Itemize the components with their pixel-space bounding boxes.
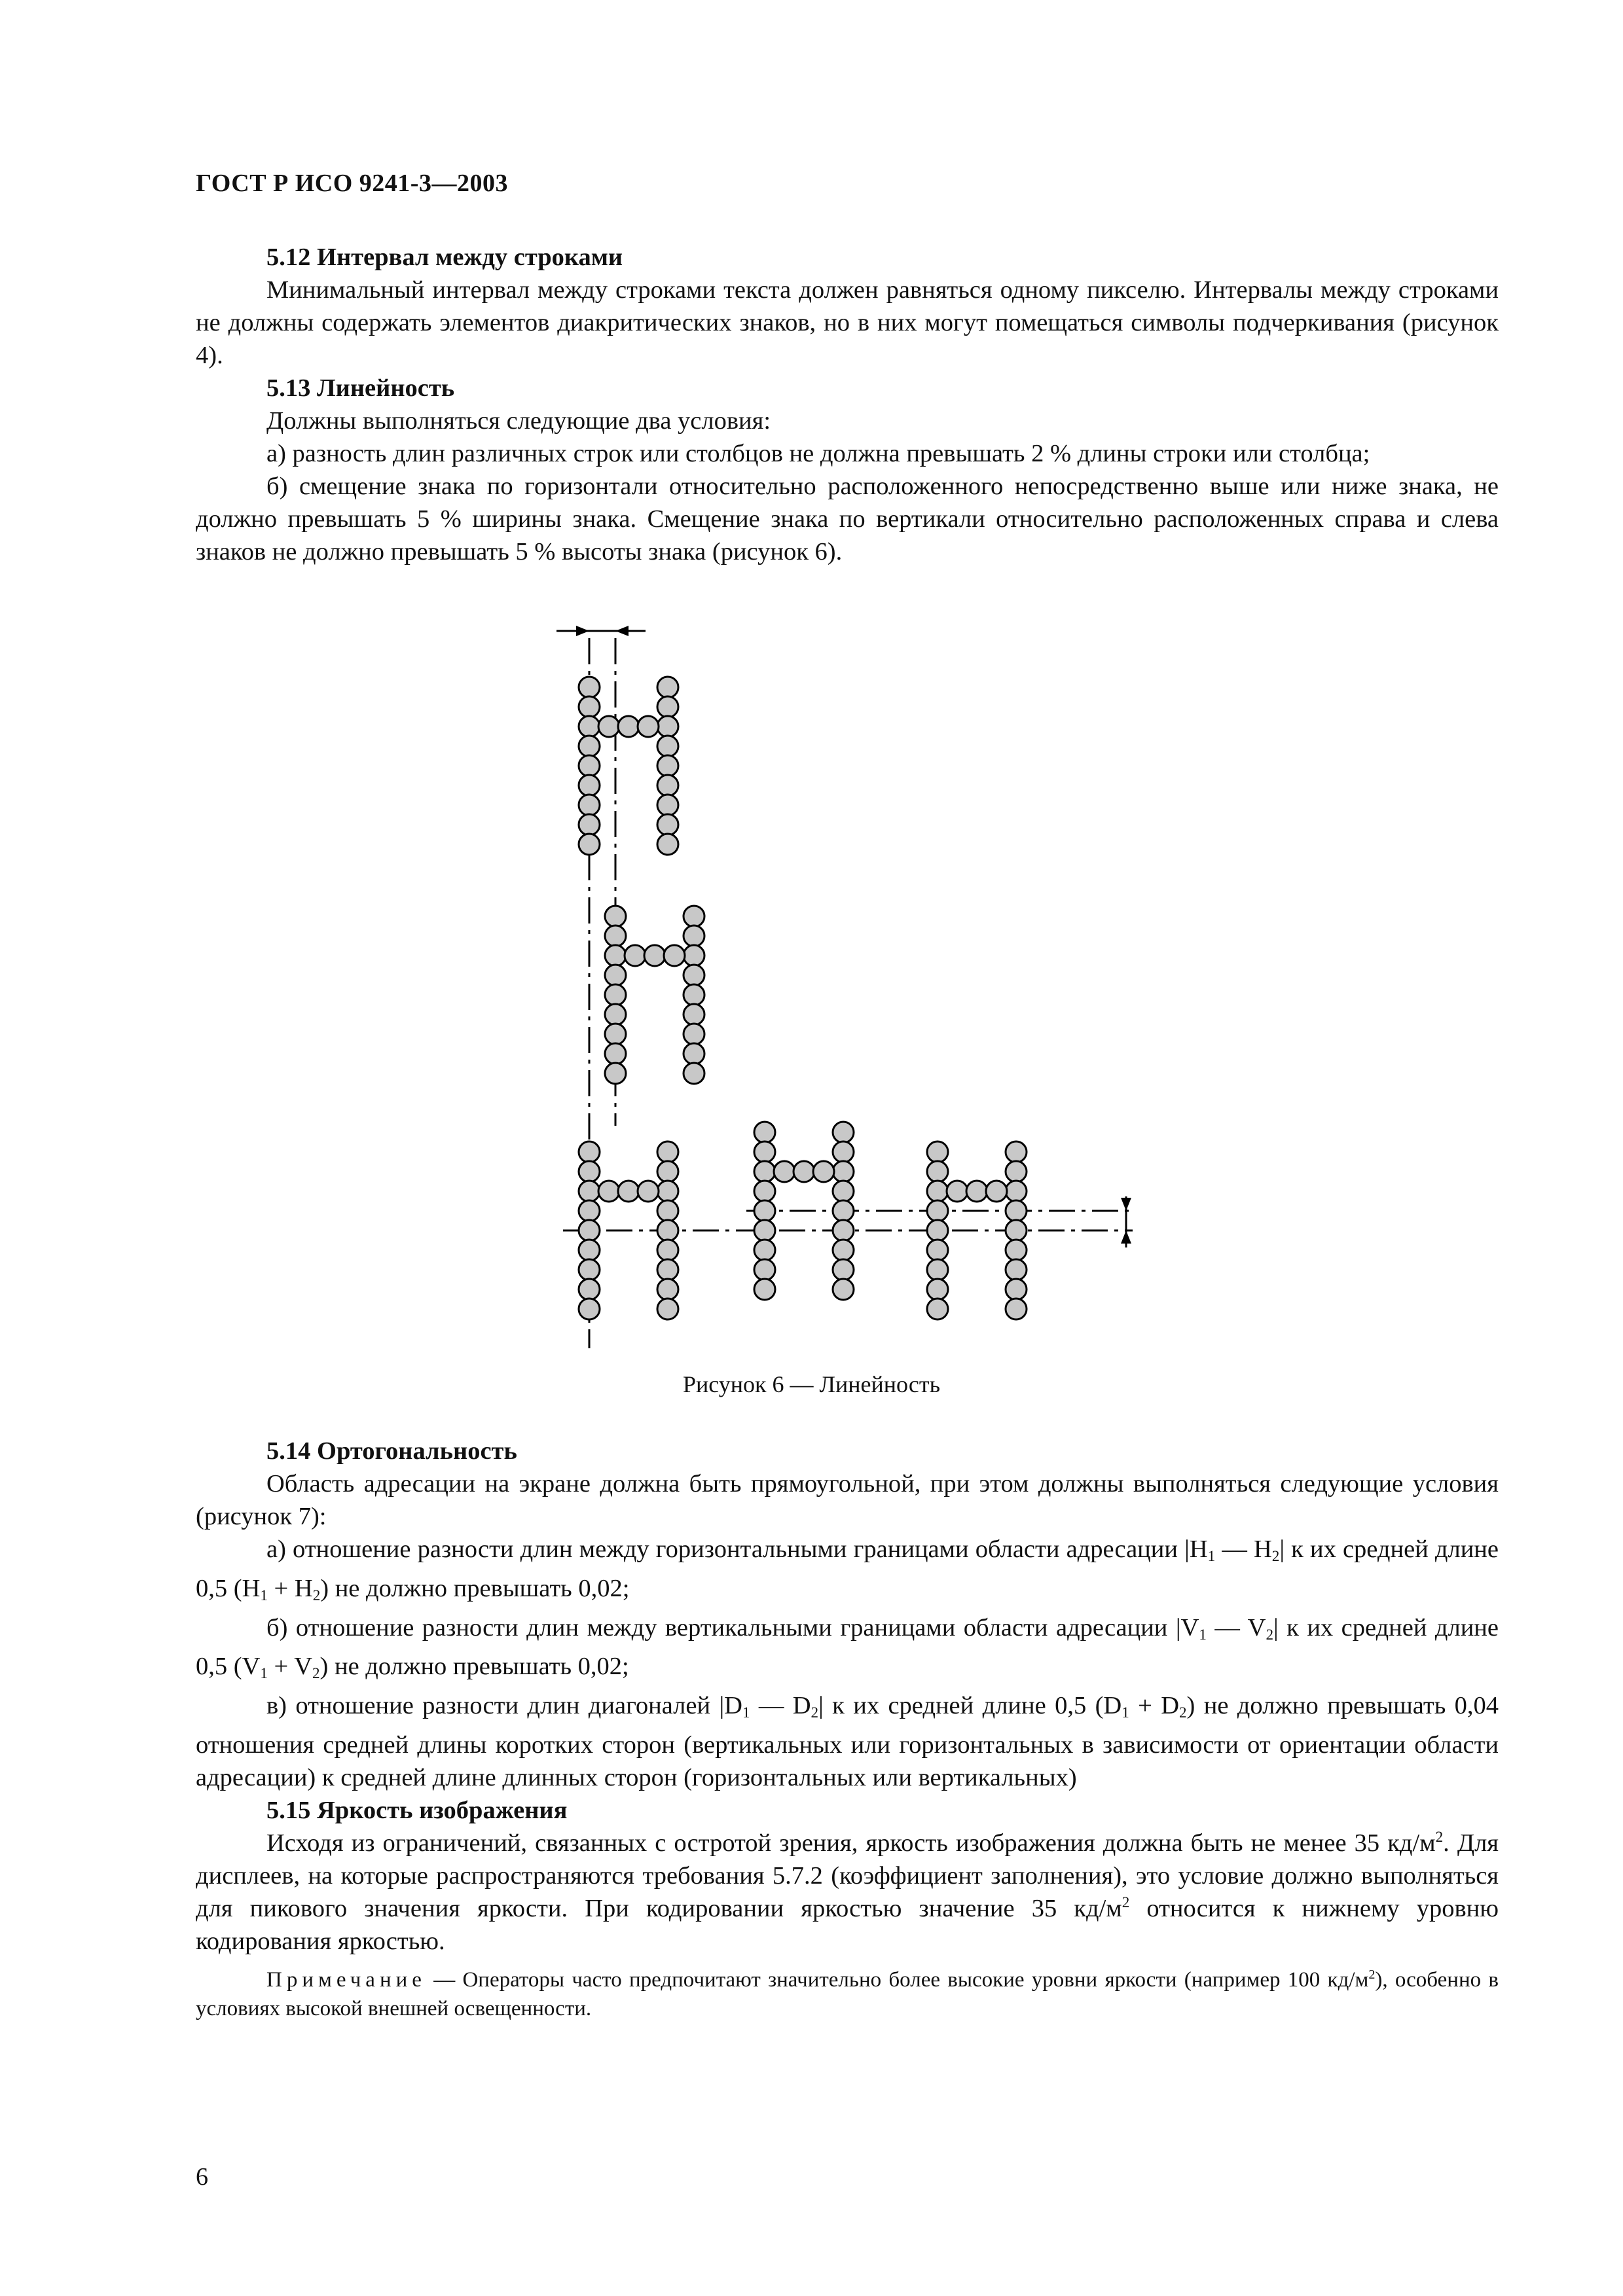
para-513-intro: Должны выполняться следующие два условия:: [266, 407, 771, 435]
pixel-dot: [579, 1220, 600, 1241]
pixel-dot: [754, 1240, 775, 1261]
pixel-dot: [657, 1141, 678, 1162]
pixel-dot: [927, 1259, 948, 1280]
pixel-dot: [579, 834, 600, 855]
pixel-dot: [605, 984, 626, 1005]
pixel-dot: [754, 1279, 775, 1300]
pixel-dot: [833, 1259, 854, 1280]
pixel-dot: [1006, 1259, 1027, 1280]
pixel-dot: [793, 1161, 814, 1182]
pixel-dot: [1006, 1181, 1027, 1202]
pixel-dot: [927, 1299, 948, 1319]
pixel-dot: [657, 814, 678, 835]
pixel-dot: [927, 1200, 948, 1221]
pixel-dot: [754, 1161, 775, 1182]
pixel-dot: [618, 1181, 639, 1202]
pixel-dot: [657, 795, 678, 816]
document-header: ГОСТ Р ИСО 9241-3—2003: [196, 170, 508, 197]
pixel-dot: [579, 1161, 600, 1182]
pixel-dot: [605, 1063, 626, 1084]
note: Примечание — Операторы часто предпочитают значительно более высокие уровни яркости (например 100 $кд/м^2$), особенно в условиях высокой внешней освещенности.: [196, 1967, 1499, 2020]
pixel-dot: [1006, 1220, 1027, 1241]
pixel-dot: [684, 945, 704, 966]
pixel-dot: [813, 1161, 834, 1182]
pixel-dot: [598, 716, 619, 737]
pixel-dot: [579, 775, 600, 796]
pixel-dot: [927, 1220, 948, 1241]
pixel-dot: [625, 945, 646, 966]
heading-512: 5.12 Интервал между строками: [266, 243, 623, 271]
heading-513: 5.13 Линейность: [266, 374, 455, 402]
pixel-dot: [833, 1181, 854, 1202]
heading-514: 5.14 Ортогональность: [266, 1437, 517, 1465]
pixel-dot: [657, 775, 678, 796]
figure-caption: Рисунок 6 — Линейность: [682, 1371, 941, 1397]
para-512: Минимальный интервал между строками текста должен равняться одному пикселю. Интервалы между строками не должны содержать элементов диакритических знаков, но в них могут помещаться символы подчеркивания (рисунок 4).: [196, 276, 1499, 369]
para-513-b: б) смещение знака по горизонтали относительно расположенного непосредственно выше или ниже знака, не должно превышать 5 % ширины знака. Смещение знака по вертикали относительно расположенных справа и слева знаков не должно превышать 5 % высоты знака (рисунок 6).: [196, 473, 1499, 565]
pixel-dot: [927, 1141, 948, 1162]
pixel-dot: [657, 1200, 678, 1221]
pixel-dot: [754, 1259, 775, 1280]
pixel-dot: [579, 814, 600, 835]
pixel-dot: [657, 736, 678, 757]
dimension-arrow: [1121, 1198, 1131, 1211]
pixel-dot: [833, 1122, 854, 1143]
pixel-dot: [579, 1259, 600, 1280]
pixel-dot: [605, 925, 626, 946]
pixel-dot: [644, 945, 665, 966]
pixel-dot: [657, 1279, 678, 1300]
pixel-dot: [579, 1181, 600, 1202]
pixel-dot: [664, 945, 685, 966]
pixel-dot: [833, 1240, 854, 1261]
pixel-dot: [605, 945, 626, 966]
pixel-dot: [605, 1043, 626, 1064]
pixel-dot: [579, 736, 600, 757]
pixel-dot: [754, 1181, 775, 1202]
pixel-dot: [774, 1161, 795, 1182]
pixel-dot: [657, 834, 678, 855]
pixel-dot: [1006, 1141, 1027, 1162]
pixel-dot: [1006, 1161, 1027, 1182]
pixel-dot: [605, 965, 626, 986]
pixel-dot: [684, 906, 704, 927]
pixel-dot: [684, 1043, 704, 1064]
pixel-dot: [579, 1141, 600, 1162]
pixel-dot: [657, 716, 678, 737]
pixel-dot: [657, 1161, 678, 1182]
pixel-dot: [927, 1161, 948, 1182]
heading-515: 5.15 Яркость изображения: [266, 1796, 568, 1824]
section-514-515: [196, 1435, 1499, 2023]
pixel-dot: [657, 696, 678, 717]
pixel-dot: [833, 1161, 854, 1182]
pixel-dot: [657, 1181, 678, 1202]
para-515: Исходя из ограничений, связанных с остротой зрения, яркость изображения должна быть не менее 35 $кд/м^2$. Для дисплеев, на которые распространяются требования 5.7.2 (коэффициент заполнения), это условие должно выполняться для пикового значения яркости. При кодировании яркостью значение 35 $кд/м^2$ относится к нижнему уровню кодирования яркостью.: [196, 1827, 1499, 1955]
pixel-dot: [754, 1220, 775, 1241]
pixel-dot: [833, 1279, 854, 1300]
para-514-b: б) отношение разности длин между вертикальными границами области адресации $|V_1$ — $V_2|$ к их средней длине 0,5 $(V_1 + V_2)$ не должно превышать 0,02;: [196, 1613, 1499, 1682]
pixel-dot: [684, 1063, 704, 1084]
pixel-dot: [657, 755, 678, 776]
pixel-dot: [579, 716, 600, 737]
pixel-dot: [638, 1181, 659, 1202]
pixel-dot: [684, 965, 704, 986]
pixel-dot: [1006, 1299, 1027, 1319]
pixel-dot: [927, 1240, 948, 1261]
pixel-dot: [966, 1181, 987, 1202]
pixel-dot: [605, 1024, 626, 1045]
pixel-dot: [657, 1299, 678, 1319]
pixel-dot: [605, 906, 626, 927]
dimension-arrow: [615, 626, 629, 636]
pixel-dot: [684, 925, 704, 946]
pixel-dot: [638, 716, 659, 737]
pixel-dot: [579, 1299, 600, 1319]
pixel-dot: [579, 696, 600, 717]
para-514-a: а) отношение разности длин между горизонтальными границами области адресации $|H_1$ — $H_2|$ к их средней длине 0,5 $(H_1 + H_2)$ не должно превышать 0,02;: [196, 1535, 1499, 1604]
pixel-dot: [1006, 1200, 1027, 1221]
pixel-dot: [754, 1141, 775, 1162]
pixel-dot: [579, 1240, 600, 1261]
pixel-dot: [684, 1024, 704, 1045]
page-number: 6: [196, 2163, 208, 2191]
pixel-dot: [579, 755, 600, 776]
pixel-dot: [579, 677, 600, 698]
pixel-dot: [947, 1181, 968, 1202]
pixel-dot: [605, 1004, 626, 1025]
para-514-c: в) отношение разности длин диагоналей $|D_1$ — $D_2|$ к их средней длине 0,5 $(D_1 + D_2)$ не должно превышать 0,04 отношения средней длины коротких сторон (вертикальных или горизонтальных в зависимости от ориентации области адресации) к средней длине длинных сторон (горизонтальных или вертикальных): [196, 1692, 1499, 1791]
pixel-dot: [657, 1220, 678, 1241]
pixel-dot: [598, 1181, 619, 1202]
pixel-dot: [927, 1181, 948, 1202]
pixel-dot: [579, 1200, 600, 1221]
pixel-dot: [684, 984, 704, 1005]
pixel-dot: [579, 1279, 600, 1300]
para-513-a: а) разность длин различных строк или столбцов не должна превышать 2 % длины строки или столбца;: [266, 440, 1370, 467]
para-514-intro: Область адресации на экране должна быть прямоугольной, при этом должны выполняться следующие условия (рисунок 7):: [196, 1470, 1499, 1530]
pixel-dot: [618, 716, 639, 737]
pixel-dot: [986, 1181, 1007, 1202]
pixel-dot: [833, 1141, 854, 1162]
pixel-dot: [1006, 1240, 1027, 1261]
pixel-dot: [657, 677, 678, 698]
pixel-dot: [833, 1220, 854, 1241]
pixel-dot: [657, 1240, 678, 1261]
pixel-dot: [833, 1200, 854, 1221]
pixel-dot: [1006, 1279, 1027, 1300]
dimension-arrow: [1121, 1230, 1131, 1244]
pixel-dot: [754, 1200, 775, 1221]
dimension-arrow: [576, 626, 589, 636]
pixel-dot: [657, 1259, 678, 1280]
pixel-dot: [579, 795, 600, 816]
pixel-dot: [684, 1004, 704, 1025]
pixel-dot: [754, 1122, 775, 1143]
pixel-dot: [927, 1279, 948, 1300]
